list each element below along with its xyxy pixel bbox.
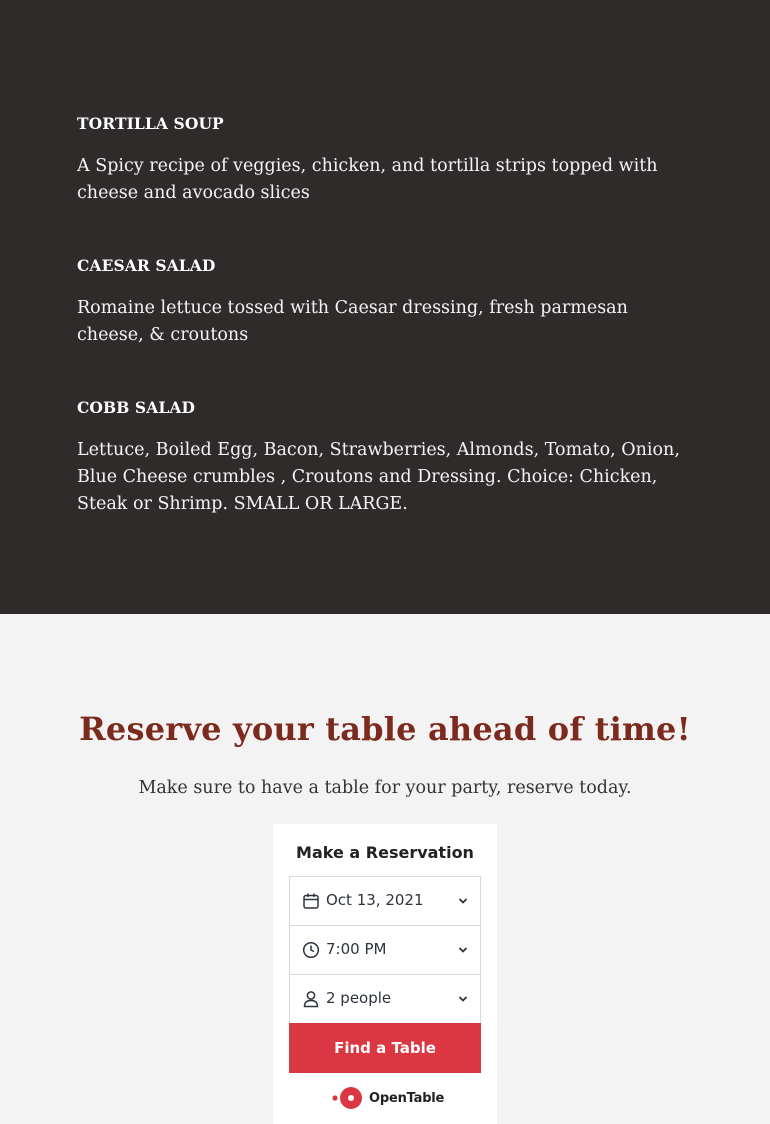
date-select[interactable] xyxy=(289,876,481,926)
menu-item-name: COBB SALAD xyxy=(77,398,196,417)
clock-icon xyxy=(302,941,320,959)
opentable-logo-text: OpenTable xyxy=(369,1090,445,1106)
party-value: 2 people xyxy=(326,989,392,1007)
menu-item-name: CAESAR SALAD xyxy=(77,256,216,275)
menu-item-description: A Spicy recipe of veggies, chicken, and tortilla strips topped with cheese and avocado slices xyxy=(77,156,658,203)
menu-item-description: Romaine lettuce tossed with Caesar dressing, fresh parmesan cheese, & croutons xyxy=(77,298,628,345)
date-value: Oct 13, 2021 xyxy=(326,891,424,909)
chevron-down-icon xyxy=(458,946,468,954)
time-select[interactable] xyxy=(289,925,481,975)
opentable-logo[interactable] xyxy=(331,1086,444,1110)
reserve-subtitle: Make sure to have a table for your party, reserve today. xyxy=(138,778,632,798)
widget-title: Make a Reservation xyxy=(296,843,474,862)
reservation-widget xyxy=(273,824,497,1124)
chevron-down-icon xyxy=(458,897,468,905)
menu-item-cobb-salad xyxy=(77,398,692,518)
menu-item-description: Lettuce, Boiled Egg, Bacon, Strawberries, Almonds, Tomato, Onion, Blue Cheese crumbles , Croutons and Dressing. Choice: Chicken, Steak or Shrimp. SMALL OR LARGE. xyxy=(77,440,680,514)
reservation-section xyxy=(0,614,770,1124)
menu-item-name: TORTILLA SOUP xyxy=(77,114,224,133)
party-size-select[interactable] xyxy=(289,974,481,1024)
opentable-logo-icon xyxy=(331,1086,363,1110)
time-value: 7:00 PM xyxy=(326,940,387,958)
menu-item-caesar-salad xyxy=(77,256,692,349)
menu-item-tortilla-soup xyxy=(77,114,692,207)
calendar-icon xyxy=(302,892,320,910)
reserve-title: Reserve your table ahead of time! xyxy=(79,710,691,748)
chevron-down-icon xyxy=(458,995,468,1003)
find-a-table-button[interactable]: Find a Table xyxy=(289,1023,481,1073)
person-icon xyxy=(302,990,320,1008)
